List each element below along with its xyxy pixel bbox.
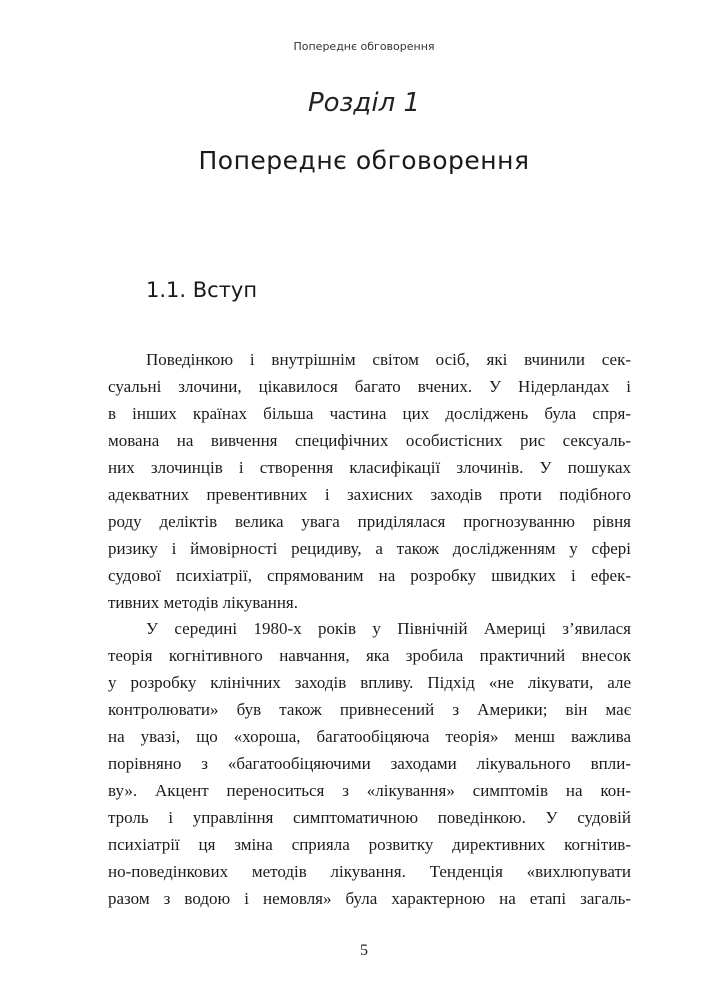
text-line: психіатрії ця зміна сприяла розвитку директивних когнітив- — [108, 835, 631, 854]
text-line: Поведінкою і внутрішнім світом осіб, які вчинили сек- — [146, 350, 631, 369]
text-line: порівняно з «багатообіцяючими заходами лікувального впли- — [108, 754, 631, 773]
text-line: на увазі, що «хороша, багатообіцяюча теорія» менш важлива — [108, 727, 631, 746]
paragraph-2 — [108, 615, 631, 912]
chapter-label: Розділ 1 — [307, 88, 421, 118]
text-line: адекватних превентивних і захисних заходів проти подібного — [108, 485, 631, 504]
section-title: 1.1. Вступ — [146, 278, 258, 302]
text-line: них злочинців і створення класифікації злочинів. У пошуках — [108, 458, 631, 477]
text-line: но-поведінкових методів лікування. Тенденція «вихлюпувати — [108, 862, 631, 881]
text-line: ву». Акцент переноситься з «лікування» симптомів на кон- — [108, 781, 631, 800]
page-number: 5 — [360, 942, 368, 959]
text-line: контролювати» був також привнесений з Америки; він має — [108, 700, 631, 719]
paragraph-1 — [108, 346, 631, 616]
running-header: Попереднє обговорення — [293, 40, 435, 53]
text-line: разом з водою і немовля» була характерною на етапі загаль- — [108, 889, 631, 908]
text-line: судової психіатрії, спрямованим на розробку швидких і ефек- — [108, 566, 631, 585]
text-line: тивних методів лікування. — [108, 593, 299, 612]
text-line: в інших країнах більша частина цих досліджень була спря- — [108, 404, 631, 423]
text-line: суальні злочини, цікавилося багато вчених. У Нідерландах і — [108, 377, 631, 396]
text-line: мована на вивчення специфічних особистісних рис сексуаль- — [108, 431, 631, 450]
text-line: троль і управління симптоматичною поведінкою. У судовій — [108, 808, 631, 827]
text-line: ризику і ймовірності рецидиву, а також дослідженням у сфері — [108, 539, 631, 558]
text-line: у розробку клінічних заходів впливу. Підхід «не лікувати, але — [108, 673, 631, 692]
chapter-title: Попереднє обговорення — [198, 146, 530, 175]
text-line: теорія когнітивного навчання, яка зробила практичний внесок — [108, 646, 631, 665]
text-line: У середині 1980-х років у Північній Америці з’явилася — [146, 619, 631, 638]
text-line: роду деліктів велика увага приділялася прогнозуванню рівня — [108, 512, 631, 531]
